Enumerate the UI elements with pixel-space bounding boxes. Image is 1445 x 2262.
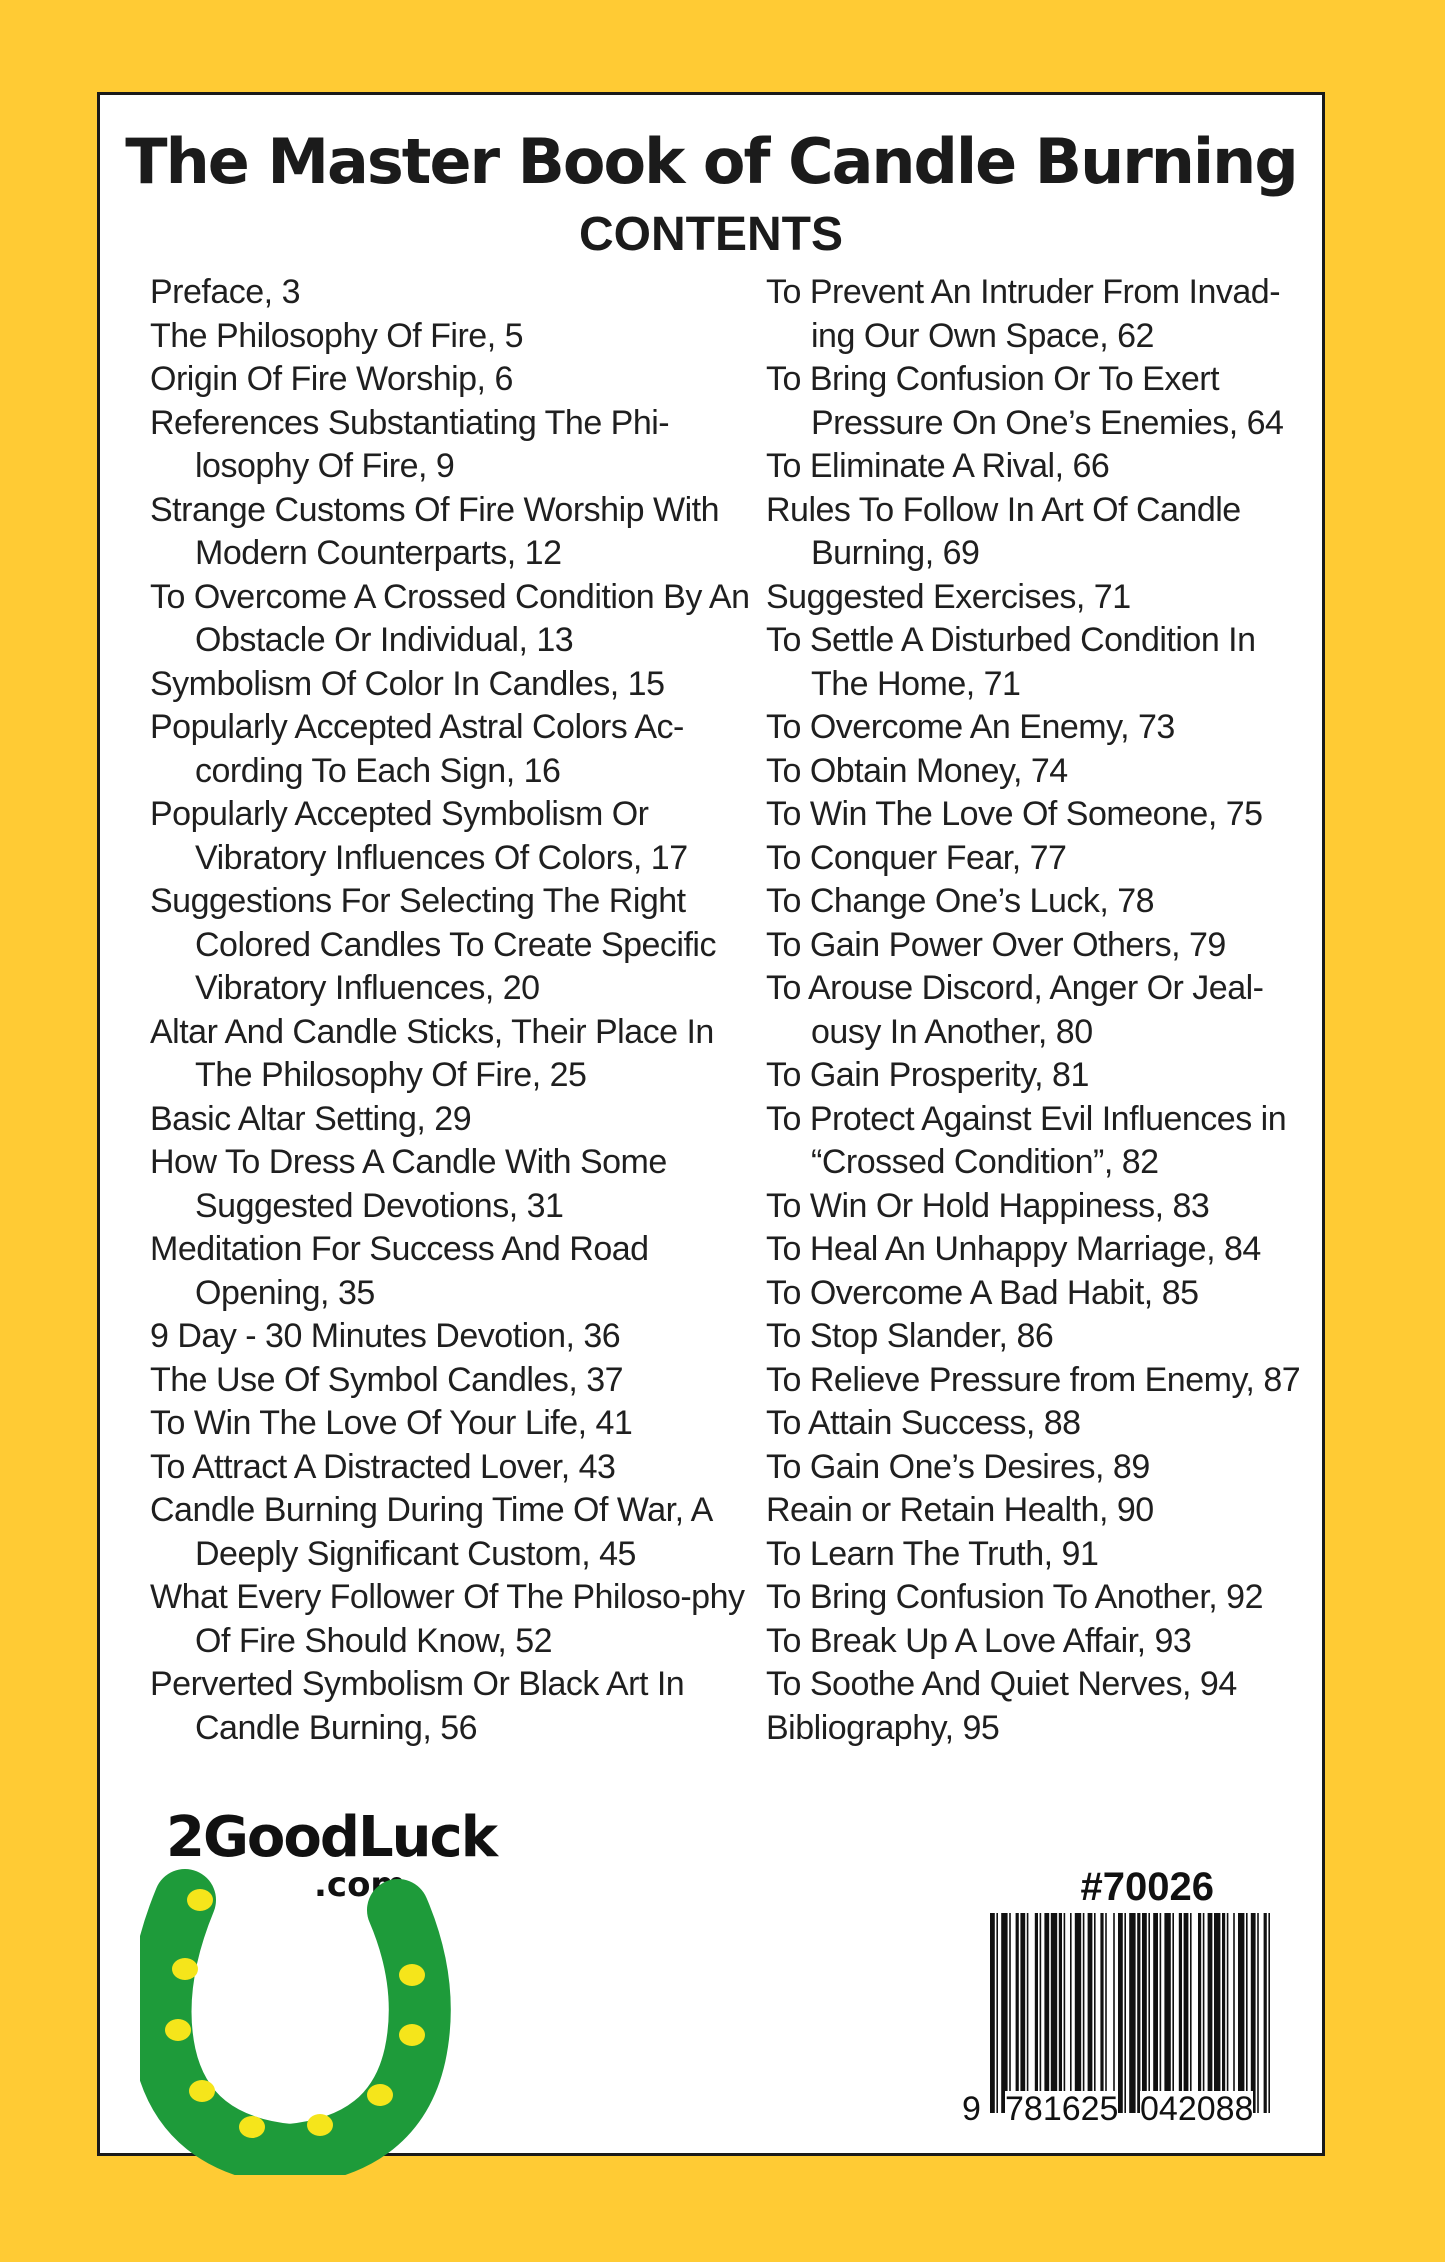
barcode-bar: [1059, 1913, 1062, 2113]
barcode-bar: [1153, 1913, 1158, 2113]
barcode-bar: [1246, 1913, 1248, 2113]
barcode-bar: [1208, 1913, 1213, 2113]
contents-entry: To Break Up A Love Affair, 93: [766, 1621, 1192, 1660]
contents-entry: Meditation For Success And Road Opening, 35: [150, 1230, 649, 1312]
contents-entry: To Win Or Hold Happiness, 83: [766, 1186, 1210, 1225]
barcode-bar: [1016, 1913, 1019, 2113]
barcode-bar: [1238, 1913, 1244, 2113]
barcode-bar: [1233, 1913, 1235, 2113]
barcode-bar: [1118, 1913, 1123, 2113]
contents-entry: To Attain Success, 88: [766, 1404, 1081, 1442]
barcode-bar: [1001, 1913, 1007, 2113]
barcode-bar: [1064, 1913, 1066, 2113]
barcode-bar: [1088, 1913, 1093, 2113]
contents-entry: To Eliminate A Rival, 66: [766, 447, 1110, 485]
contents-entry: How To Dress A Candle With Some Suggested Devotions, 31: [150, 1143, 667, 1225]
contents-entry: To Soothe And Quiet Nerves, 94: [766, 1665, 1237, 1703]
contents-entry: To Stop Slander, 86: [766, 1317, 1054, 1355]
barcode-bar: [1113, 1913, 1115, 2113]
item-number: #70026: [1080, 1865, 1214, 1909]
barcode-bar: [1035, 1913, 1038, 2113]
barcode-bar: [1020, 1913, 1025, 2113]
logo-domain: .com: [314, 1865, 406, 1905]
barcode-bar: [1222, 1913, 1225, 2113]
barcode-bar: [1070, 1913, 1072, 2113]
contents-entry: To Gain Power Over Others, 79: [766, 925, 1226, 964]
contents-entry: To Gain Prosperity, 81: [766, 1056, 1089, 1094]
contents-entry: Popularly Accepted Symbolism Or Vibratory Influences Of Colors, 17: [150, 795, 688, 877]
barcode-bar: [1094, 1913, 1096, 2113]
barcode-bar: [1040, 1913, 1042, 2113]
barcode-bar: [1227, 1913, 1229, 2113]
contents-entry: Basic Altar Setting, 29: [150, 1099, 472, 1138]
contents-entry: Altar And Candle Sticks, Their Place In The Philosophy Of Fire, 25: [150, 1012, 714, 1094]
barcode-bar: [1257, 1913, 1259, 2113]
contents-entry: 9 Day - 30 Minutes Devotion, 36: [150, 1317, 621, 1355]
barcode-bar: [1184, 1913, 1189, 2113]
contents-entry: The Use Of Symbol Candles, 37: [150, 1360, 624, 1399]
barcode-bar: [1142, 1913, 1147, 2113]
contents-entry: To Gain One’s Desires, 89: [766, 1447, 1150, 1486]
contents-column-left: [150, 271, 750, 1750]
contents-entry: To Heal An Unhappy Marriage, 84: [766, 1230, 1261, 1268]
barcode-bar: [1075, 1913, 1081, 2113]
contents-entry: Symbolism Of Color In Candles, 15: [150, 664, 665, 703]
barcode-bar: [1044, 1913, 1049, 2113]
barcode-left-group: 781625: [1005, 2090, 1119, 2128]
barcode-right-group: 042088: [1140, 2090, 1254, 2128]
barcode-bar: [1051, 1913, 1057, 2113]
contents-entry: To Overcome An Enemy, 73: [766, 708, 1175, 746]
contents-entry: References Substantiating The Phi-losophy Of Fire, 9: [150, 403, 670, 485]
barcode-bar: [1129, 1913, 1135, 2113]
barcode-bar: [1198, 1913, 1201, 2113]
barcode-bar: [1264, 1913, 1267, 2113]
barcode-bar: [1105, 1913, 1107, 2113]
contents-entry: To Overcome A Crossed Condition By An Obstacle Or Individual, 13: [150, 577, 750, 659]
barcode-bar: [1009, 1913, 1011, 2113]
contents-entry: To Attract A Distracted Lover, 43: [150, 1447, 616, 1486]
barcode-bar: [1190, 1913, 1192, 2113]
barcode-bar: [996, 1913, 998, 2113]
contents-column-right: [766, 271, 1314, 1750]
barcode-bar: [1083, 1913, 1085, 2113]
contents-entry: Origin Of Fire Worship, 6: [150, 360, 513, 398]
contents-entry: To Win The Love Of Someone, 75: [766, 795, 1263, 833]
contents-entry: To Bring Confusion To Another, 92: [766, 1578, 1264, 1616]
barcode-first-digit: 9: [962, 2090, 981, 2128]
contents-entry: To Learn The Truth, 91: [766, 1534, 1099, 1573]
contents-entry: Suggestions For Selecting The Right Colored Candles To Create Specific Vibratory Influences, 20: [150, 882, 716, 1007]
contents-entry: To Prevent An Intruder From Invad-ing Our Own Space, 62: [766, 273, 1281, 355]
barcode-bar: [1164, 1913, 1170, 2113]
contents-entry: To Settle A Disturbed Condition In The Home, 71: [766, 621, 1256, 703]
contents-entry: Strange Customs Of Fire Worship With Modern Counterparts, 12: [150, 490, 719, 572]
barcode-bar: [1148, 1913, 1150, 2113]
contents-entry: Reain or Retain Health, 90: [766, 1491, 1154, 1529]
contents-entry: To Change One’s Luck, 78: [766, 882, 1155, 920]
contents-entry: Perverted Symbolism Or Black Art In Candle Burning, 56: [150, 1665, 685, 1747]
barcode-bar: [1251, 1913, 1256, 2113]
contents-entry: To Overcome A Bad Habit, 85: [766, 1273, 1199, 1312]
barcode-bar: [1124, 1913, 1126, 2113]
contents-entry: To Bring Confusion Or To Exert Pressure On One’s Enemies, 64: [766, 360, 1284, 442]
barcode-bar: [990, 1913, 995, 2113]
barcode-bar: [1179, 1913, 1182, 2113]
barcode-bar: [1268, 1913, 1270, 2113]
barcode-bar: [1100, 1913, 1103, 2113]
contents-entry: To Obtain Money, 74: [766, 751, 1068, 790]
contents-entry: To Win The Love Of Your Life, 41: [150, 1404, 633, 1442]
contents-heading: CONTENTS: [579, 208, 843, 261]
contents-entry: To Arouse Discord, Anger Or Jeal-ousy In Another, 80: [766, 969, 1264, 1051]
contents-entry: The Philosophy Of Fire, 5: [150, 316, 524, 355]
contents-entry: To Relieve Pressure from Enemy, 87: [766, 1360, 1301, 1399]
contents-entry: What Every Follower Of The Philoso-phy Of Fire Should Know, 52: [150, 1578, 745, 1660]
back-cover-panel: [97, 92, 1325, 2156]
barcode-bar: [1172, 1913, 1174, 2113]
contents-entry: Suggested Exercises, 71: [766, 577, 1131, 616]
contents-entry: Preface, 3: [150, 273, 300, 311]
contents-entry: Candle Burning During Time Of War, A Deeply Significant Custom, 45: [150, 1491, 711, 1573]
barcode-bar: [1027, 1913, 1029, 2113]
barcode-bar: [1203, 1913, 1205, 2113]
logo-wordmark: 2GoodLuck: [166, 1805, 496, 1870]
book-title: The Master Book of Candle Burning: [125, 125, 1297, 198]
contents-entry: To Conquer Fear, 77: [766, 838, 1067, 877]
horseshoe-logo-icon: [140, 1855, 470, 2175]
contents-entry: Rules To Follow In Art Of Candle Burning, 69: [766, 490, 1241, 572]
contents-entry: Bibliography, 95: [766, 1708, 1000, 1747]
barcode-bar: [1160, 1913, 1162, 2113]
contents-entry: To Protect Against Evil Influences in “Crossed Condition”, 82: [766, 1099, 1287, 1181]
contents-entry: Popularly Accepted Astral Colors Ac-cording To Each Sign, 16: [150, 708, 684, 790]
barcode-bar: [1214, 1913, 1220, 2113]
barcode-bar: [1137, 1913, 1140, 2113]
